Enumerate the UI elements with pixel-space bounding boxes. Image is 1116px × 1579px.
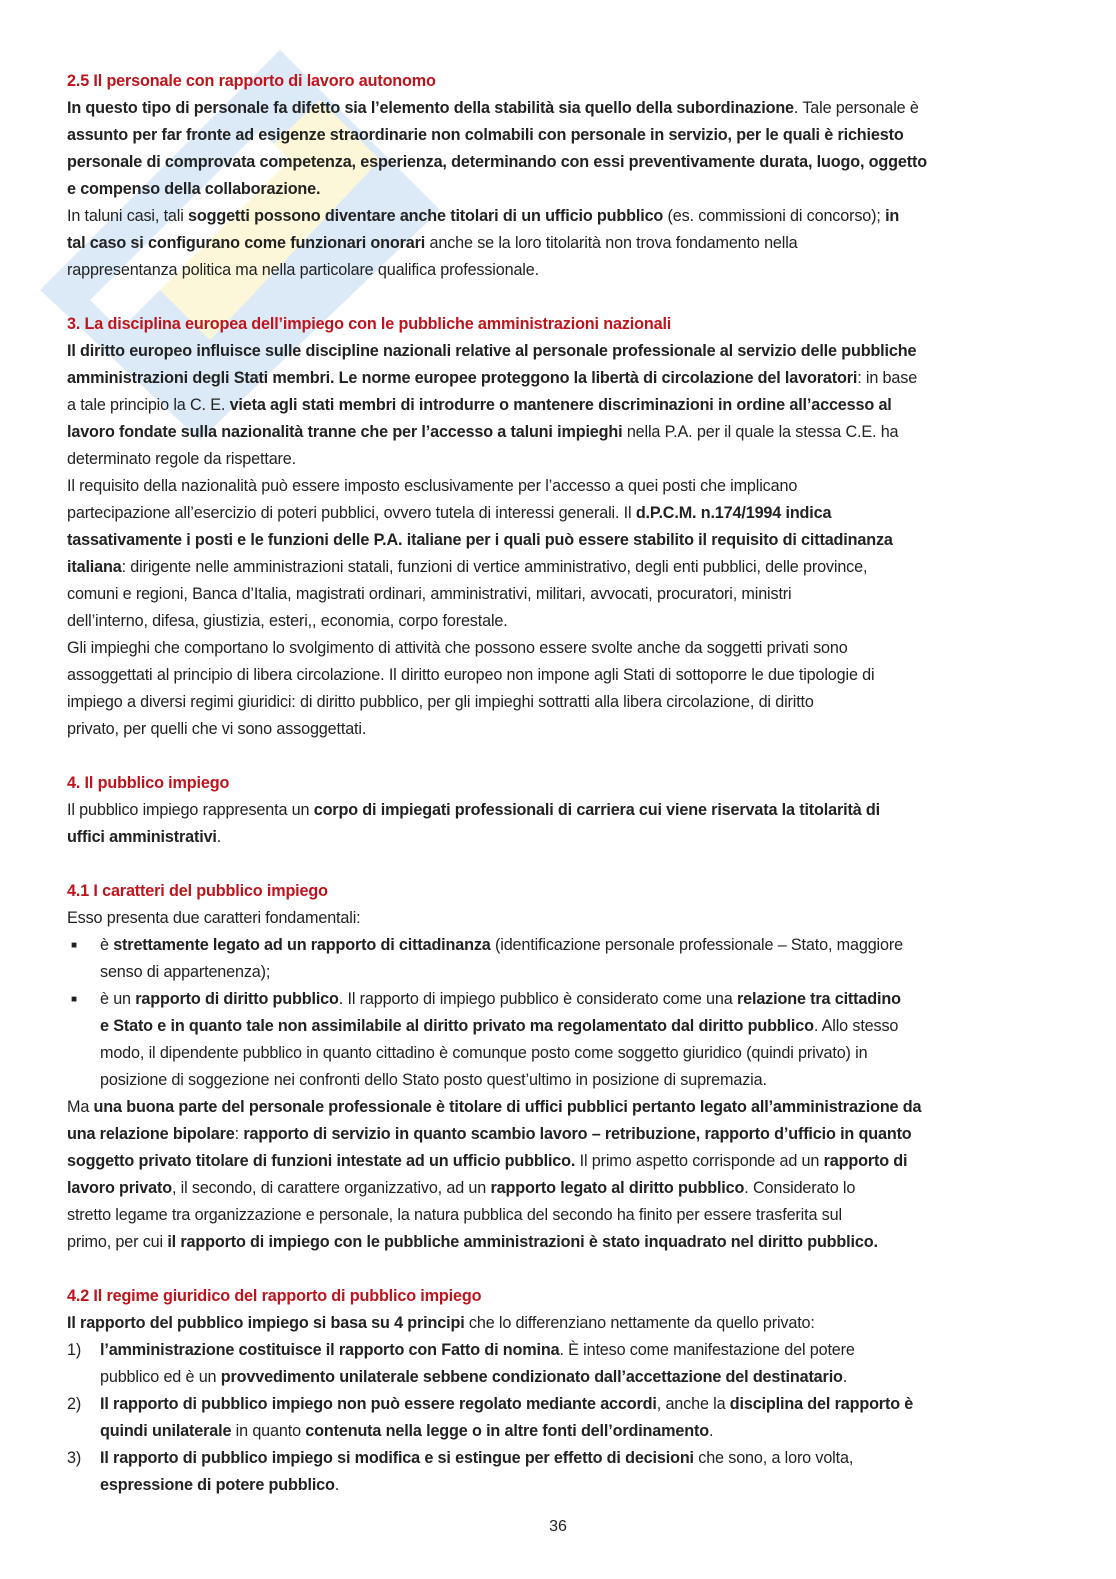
text: partecipazione all’esercizio di poteri pubblici, ovvero tutela di interessi generali. Il bbox=[67, 504, 636, 522]
bold-text: una buona parte del personale professionale è titolare di uffici pubblici pertanto legato all’amministrazione da bbox=[93, 1098, 922, 1116]
text-line bbox=[67, 1202, 1057, 1229]
text: in quanto bbox=[231, 1422, 306, 1440]
text: . Considerato lo bbox=[744, 1179, 856, 1197]
text: rappresentanza politica ma nella particolare qualifica professionale. bbox=[67, 261, 539, 279]
bold-text: e compenso della collaborazione. bbox=[67, 180, 321, 198]
bold-text: Il diritto europeo influisce sulle discipline nazionali relative al personale professionale al servizio delle pubbliche bbox=[67, 342, 917, 360]
text: è un bbox=[100, 990, 136, 1008]
text: nella P.A. per il quale la stessa C.E. ha bbox=[622, 423, 899, 441]
text-line bbox=[67, 1364, 1057, 1391]
bullet-icon: ■ bbox=[71, 940, 77, 951]
section-heading bbox=[67, 770, 1057, 797]
text-line bbox=[67, 338, 1057, 365]
section-heading bbox=[67, 1283, 1057, 1310]
text-line bbox=[67, 500, 1057, 527]
heading-text: 4.1 I caratteri del pubblico impiego bbox=[67, 882, 328, 900]
blank-line bbox=[67, 851, 1057, 878]
bold-text: soggetti possono diventare anche titolari di un ufficio pubblico bbox=[188, 207, 664, 225]
text: : dirigente nelle amministrazioni statali, funzioni di vertice amministrativo, degli enti pubblici, delle province, bbox=[121, 558, 868, 576]
text-line bbox=[67, 1418, 1057, 1445]
text-line bbox=[67, 1391, 1057, 1418]
bold-text: disciplina del rapporto è bbox=[729, 1395, 914, 1413]
bold-text: soggetto privato titolare di funzioni intestate ad un ufficio pubblico. bbox=[67, 1152, 576, 1170]
bold-text: l’amministrazione costituisce il rapporto con Fatto di nomina bbox=[100, 1341, 560, 1359]
text: . bbox=[334, 1476, 340, 1494]
blank-line bbox=[67, 284, 1057, 311]
text-line bbox=[67, 635, 1057, 662]
text-line bbox=[67, 392, 1057, 419]
bold-text: espressione di potere pubblico bbox=[100, 1476, 335, 1494]
text: Ma bbox=[67, 1098, 94, 1116]
text: . bbox=[708, 1422, 714, 1440]
text: , il secondo, di carattere organizzativo, ad un bbox=[171, 1179, 491, 1197]
text: . Il rapporto di impiego pubblico è considerato come una bbox=[338, 990, 737, 1008]
text-line bbox=[67, 176, 1057, 203]
text: pubblico ed è un bbox=[100, 1368, 221, 1386]
text: , anche la bbox=[656, 1395, 730, 1413]
bold-text: vieta agli stati membri di introdurre o mantenere discriminazioni in ordine all’accesso al bbox=[229, 396, 892, 414]
text: dell’interno, difesa, giustizia, esteri,, economia, corpo forestale. bbox=[67, 612, 508, 630]
text-line bbox=[67, 419, 1057, 446]
text-line bbox=[67, 230, 1057, 257]
text-line bbox=[67, 122, 1057, 149]
text-line bbox=[67, 608, 1057, 635]
bold-text: rapporto di servizio in quanto scambio lavoro – retribuzione, rapporto d’ufficio in quanto bbox=[243, 1125, 912, 1143]
text-line bbox=[67, 662, 1057, 689]
section-heading bbox=[67, 311, 1057, 338]
text: Il requisito della nazionalità può essere imposto esclusivamente per l’accesso a quei posti che implicano bbox=[67, 477, 798, 495]
text: comuni e regioni, Banca d’Italia, magistrati ordinari, amministrativi, militari, avvocati, procuratori, ministri bbox=[67, 585, 792, 603]
text: : in base bbox=[857, 369, 918, 387]
text: privato, per quelli che vi sono assoggettati. bbox=[67, 720, 367, 738]
text: modo, il dipendente pubblico in quanto cittadino è comunque posto come soggetto giuridico (quindi privato) in bbox=[100, 1044, 868, 1062]
text: . bbox=[842, 1368, 848, 1386]
bold-text: rapporto di diritto pubblico bbox=[135, 990, 339, 1008]
text-line bbox=[67, 986, 1057, 1013]
text-line bbox=[67, 932, 1057, 959]
text-line bbox=[67, 257, 1057, 284]
bold-text: personale di comprovata competenza, esperienza, determinando con essi preventivamente durata, luogo, oggetto bbox=[67, 153, 927, 171]
bold-text: lavoro fondate sulla nazionalità tranne che per l’accesso a taluni impieghi bbox=[67, 423, 623, 441]
text: In taluni casi, tali bbox=[67, 207, 189, 225]
text: Esso presenta due caratteri fondamentali: bbox=[67, 909, 361, 927]
text: che sono, a loro volta, bbox=[693, 1449, 854, 1467]
text: . bbox=[216, 828, 222, 846]
text-line bbox=[67, 149, 1057, 176]
section-heading bbox=[67, 878, 1057, 905]
bold-text: Il rapporto del pubblico impiego si basa su 4 principi bbox=[67, 1314, 465, 1332]
list-number: 2) bbox=[67, 1395, 82, 1413]
text-line bbox=[67, 203, 1057, 230]
document-body bbox=[67, 68, 1057, 1499]
list-number: 1) bbox=[67, 1341, 82, 1359]
text-line bbox=[67, 473, 1057, 500]
text-line bbox=[67, 527, 1057, 554]
text: Il primo aspetto corrisponde ad un bbox=[575, 1152, 824, 1170]
list-number: 3) bbox=[67, 1449, 82, 1467]
heading-text: 4. Il pubblico impiego bbox=[67, 774, 230, 792]
bold-text: d.P.C.M. n.174/1994 indica bbox=[635, 504, 832, 522]
bold-text: In questo tipo di personale fa difetto sia l’elemento della stabilità sia quello della subordinazione bbox=[67, 99, 794, 117]
bold-text: corpo di impiegati professionali di carriera cui viene riservata la titolarità di bbox=[313, 801, 881, 819]
text-line bbox=[67, 1013, 1057, 1040]
text: anche se la loro titolarità non trova fondamento nella bbox=[425, 234, 798, 252]
text-line bbox=[67, 365, 1057, 392]
text: a tale principio la C. E. bbox=[67, 396, 230, 414]
text: . Tale personale è bbox=[793, 99, 919, 117]
text: . È inteso come manifestazione del potere bbox=[559, 1341, 855, 1359]
text: determinato regole da rispettare. bbox=[67, 450, 297, 468]
text-line bbox=[67, 905, 1057, 932]
bold-text: tal caso si configurano come funzionari onorari bbox=[67, 234, 426, 252]
text: impiego a diversi regimi giuridici: di diritto pubblico, per gli impieghi sottratti alla libera circolazione, di diritto bbox=[67, 693, 814, 711]
text: è bbox=[100, 936, 114, 954]
heading-text: 3. La disciplina europea dell’impiego con le pubbliche amministrazioni nazionali bbox=[67, 315, 672, 333]
text: Gli impieghi che comportano lo svolgimento di attività che possono essere svolte anche da soggetti privati sono bbox=[67, 639, 848, 657]
bold-text: e Stato e in quanto tale non assimilabile al diritto privato ma regolamentato dal diritto pubblico bbox=[100, 1017, 814, 1035]
blank-line bbox=[67, 743, 1057, 770]
bold-text: il rapporto di impiego con le pubbliche amministrazioni è stato inquadrato nel diritto pubblico. bbox=[167, 1233, 878, 1251]
text-line bbox=[67, 1121, 1057, 1148]
text: che lo differenziano nettamente da quello privato: bbox=[464, 1314, 815, 1332]
text: senso di appartenenza); bbox=[100, 963, 271, 981]
text-line bbox=[67, 1229, 1057, 1256]
text-line bbox=[67, 1148, 1057, 1175]
bold-text: relazione tra cittadino bbox=[736, 990, 901, 1008]
text-line bbox=[67, 824, 1057, 851]
text-line bbox=[67, 95, 1057, 122]
text: (identificazione personale professionale – Stato, maggiore bbox=[490, 936, 903, 954]
text-line bbox=[67, 1472, 1057, 1499]
heading-text: 4.2 Il regime giuridico del rapporto di pubblico impiego bbox=[67, 1287, 482, 1305]
bold-text: Il rapporto di pubblico impiego si modifica e si estingue per effetto di decisioni bbox=[100, 1449, 694, 1467]
text-line bbox=[67, 1445, 1057, 1472]
bold-text: uffici amministrativi bbox=[67, 828, 217, 846]
text: primo, per cui bbox=[67, 1233, 168, 1251]
text: . Allo stesso bbox=[813, 1017, 899, 1035]
text: (es. commissioni di concorso); bbox=[663, 207, 886, 225]
text-line bbox=[67, 1094, 1057, 1121]
text-line bbox=[67, 1067, 1057, 1094]
bold-text: italiana bbox=[67, 558, 122, 576]
bold-text: assunto per far fronte ad esigenze straordinarie non colmabili con personale in servizio, per le quali è richiesto bbox=[67, 126, 904, 144]
heading-text: 2.5 Il personale con rapporto di lavoro autonomo bbox=[67, 72, 436, 90]
text: : bbox=[234, 1125, 244, 1143]
bold-text: contenuta nella legge o in altre fonti dell’ordinamento bbox=[305, 1422, 709, 1440]
bold-text: strettamente legato ad un rapporto di cittadinanza bbox=[113, 936, 491, 954]
bold-text: rapporto legato al diritto pubblico bbox=[490, 1179, 745, 1197]
text-line bbox=[67, 446, 1057, 473]
page-number: 36 bbox=[549, 1518, 567, 1535]
bold-text: tassativamente i posti e le funzioni delle P.A. italiane per i quali può essere stabilito il requisito di cittadinanza bbox=[67, 531, 893, 549]
text-line bbox=[67, 716, 1057, 743]
blank-line bbox=[67, 1256, 1057, 1283]
text-line bbox=[67, 959, 1057, 986]
text-line bbox=[67, 1310, 1057, 1337]
text-line bbox=[67, 1040, 1057, 1067]
text-line bbox=[67, 689, 1057, 716]
bold-text: una relazione bipolare bbox=[67, 1125, 235, 1143]
section-heading bbox=[67, 68, 1057, 95]
text-line bbox=[67, 1175, 1057, 1202]
bold-text: lavoro privato bbox=[67, 1179, 172, 1197]
text-line bbox=[67, 1337, 1057, 1364]
bold-text: quindi unilaterale bbox=[100, 1422, 232, 1440]
bold-text: in bbox=[885, 207, 900, 225]
text-line bbox=[67, 581, 1057, 608]
text: stretto legame tra organizzazione e personale, la natura pubblica del secondo ha finito per essere trasferita sul bbox=[67, 1206, 842, 1224]
text-line bbox=[67, 797, 1057, 824]
text: posizione di soggezione nei confronti dello Stato posto quest’ultimo in posizione di supremazia. bbox=[100, 1071, 767, 1089]
bold-text: amministrazioni degli Stati membri. Le norme europee proteggono la libertà di circolazione del lavoratori bbox=[67, 369, 858, 387]
text-line bbox=[67, 554, 1057, 581]
bold-text: provvedimento unilaterale sebbene condizionato dall’accettazione del destinatario bbox=[220, 1368, 843, 1386]
bold-text: rapporto di bbox=[823, 1152, 908, 1170]
bullet-icon: ■ bbox=[71, 994, 77, 1005]
text: assoggettati al principio di libera circolazione. Il diritto europeo non impone agli Stati di sottoporre le due tipologie di bbox=[67, 666, 875, 684]
text: Il pubblico impiego rappresenta un bbox=[67, 801, 314, 819]
bold-text: Il rapporto di pubblico impiego non può essere regolato mediante accordi bbox=[100, 1395, 657, 1413]
